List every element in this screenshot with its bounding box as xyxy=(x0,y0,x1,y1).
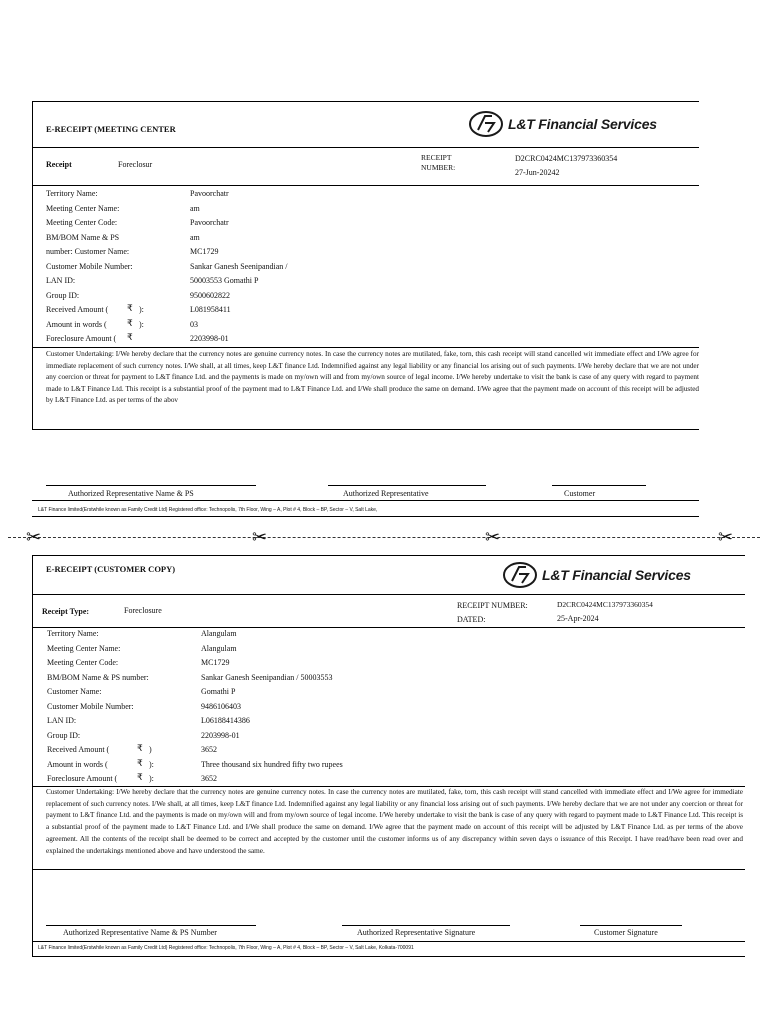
field-label-suffix: ): xyxy=(149,759,154,769)
field-value: Sankar Ganesh Seenipandian / xyxy=(190,261,288,271)
lt-logo-icon xyxy=(502,561,538,589)
scissors-icon: ✂ xyxy=(485,527,501,547)
field-label xyxy=(46,291,79,300)
divider xyxy=(32,594,745,595)
signature-line xyxy=(328,485,486,486)
scissors-icon: ✂ xyxy=(26,527,42,547)
divider xyxy=(32,956,745,957)
sig-rep-name-label: Authorized Representative Name & PS Number xyxy=(63,928,217,937)
field-value: MC1729 xyxy=(190,247,219,256)
field-label-text: Received Amount ( xyxy=(46,305,109,314)
sig-rep-label: Authorized Representative xyxy=(343,489,429,498)
field-value: 2203998-01 xyxy=(201,730,240,740)
field-value: 9500602822 xyxy=(190,290,230,300)
field-label-text: Foreclosure Amount ( xyxy=(46,334,117,343)
field-value: Gomathi P xyxy=(201,687,236,696)
divider xyxy=(32,147,699,148)
field-value: Three thousand six hundred fifty two rupees xyxy=(201,759,343,769)
rupee-icon: ₹ xyxy=(127,304,133,314)
footer-address: L&T Finance limited(Erstwhile known as Family Credit Ltd) Registered office: Technopolis, 7th Floor, Wing – A, Plot # 4, Block – BP, Sector – V, Salt Lake, xyxy=(38,507,378,513)
field-value: Pavoorchatr xyxy=(190,218,229,227)
field-value: am xyxy=(190,232,200,242)
divider xyxy=(32,429,699,430)
divider xyxy=(32,500,699,501)
sig-customer-label: Customer Signature xyxy=(594,928,658,937)
field-label-text: Meeting Center Name: xyxy=(47,643,121,653)
divider xyxy=(32,185,699,186)
field-label-text: Received Amount ( xyxy=(47,745,110,754)
brand-name: L&T Financial Services xyxy=(508,116,657,132)
field-value: Sankar Ganesh Seenipandian / 50003553 xyxy=(201,672,333,682)
field-label-text: Territory Name: xyxy=(46,189,98,198)
field-label-text: LAN ID: xyxy=(46,276,76,285)
receipt2-left-border xyxy=(32,555,33,957)
field-value: 3652 xyxy=(201,745,217,754)
field-label xyxy=(46,262,133,271)
field-value: 50003553 Gomathi P xyxy=(190,276,259,285)
sig-rep-name-label: Authorized Representative Name & PS xyxy=(68,489,194,498)
field-label xyxy=(46,233,119,242)
field-label xyxy=(47,658,118,667)
field-label-text: Customer Mobile Number: xyxy=(47,701,134,711)
field-label xyxy=(46,276,75,285)
divider xyxy=(32,627,745,628)
receipt-date-value: 27-Jun-20242 xyxy=(515,168,560,177)
rupee-icon: ₹ xyxy=(137,744,143,754)
field-label xyxy=(47,702,134,711)
field-label-suffix: ): xyxy=(139,319,144,329)
field-label-text: Customer Name: xyxy=(47,687,102,696)
field-label xyxy=(47,760,108,769)
field-label xyxy=(47,745,109,754)
field-label xyxy=(46,204,119,213)
rupee-icon: ₹ xyxy=(127,318,133,329)
field-value: Pavoorchatr xyxy=(190,189,229,198)
divider xyxy=(32,347,699,348)
scissors-icon: ✂ xyxy=(718,527,734,547)
field-label-suffix: ): xyxy=(149,774,154,783)
divider xyxy=(32,869,745,870)
footer-address: L&T Finance limited(Erstwhile known as Family Credit Ltd) Registered office: Technopolis, 7th Floor, Wing – A, Plot # 4, Block – BP, Sector – V, Salt Lake, Kolkata-700091 xyxy=(38,945,414,951)
field-label xyxy=(46,218,117,227)
sig-customer-label: Customer xyxy=(564,489,596,498)
field-value: L06188414386 xyxy=(201,716,250,725)
field-label-text: Amount in words ( xyxy=(46,319,107,329)
field-label xyxy=(47,629,99,638)
field-label-text: Territory Name: xyxy=(47,629,99,638)
field-label xyxy=(46,320,107,329)
receipt2-logo xyxy=(502,561,691,589)
field-label-text: Meeting Center Name: xyxy=(46,203,120,213)
field-value: Alangulam xyxy=(201,643,237,653)
field-label xyxy=(47,673,149,682)
field-label xyxy=(47,644,120,653)
divider xyxy=(32,516,699,517)
receipt-type-label: Receipt Type: xyxy=(42,607,90,616)
receipt-type-value: Foreclosur xyxy=(118,160,153,169)
field-label-text: Amount in words ( xyxy=(47,759,108,769)
signature-line xyxy=(46,925,256,926)
dashed-cut-line xyxy=(8,537,760,538)
field-value: Alangulam xyxy=(201,629,237,638)
field-label xyxy=(47,687,101,696)
field-label-text: Meeting Center Code: xyxy=(47,658,119,667)
field-label xyxy=(47,716,76,725)
receipt1-logo xyxy=(468,110,657,138)
lt-logo-icon xyxy=(468,110,504,138)
field-value: 03 xyxy=(190,319,198,329)
signature-line xyxy=(580,925,682,926)
receipt-number-label: RECEIPT xyxy=(421,153,452,162)
field-label-suffix: ) xyxy=(149,745,152,754)
field-value: am xyxy=(190,203,200,213)
field-value: 3652 xyxy=(201,774,217,783)
receipt1-left-border xyxy=(32,101,33,429)
field-label-text: BM/BOM Name & PS xyxy=(46,232,120,242)
field-label xyxy=(46,305,108,314)
field-label xyxy=(47,731,80,740)
field-label xyxy=(47,774,117,783)
rupee-icon: ₹ xyxy=(137,773,143,783)
field-value: 2203998-01 xyxy=(190,334,229,343)
signature-line xyxy=(46,485,256,486)
field-label-text: number: Customer Name: xyxy=(46,247,130,256)
receipt1-top-border xyxy=(32,101,699,102)
field-label xyxy=(46,334,116,343)
field-value: L081958411 xyxy=(190,305,231,314)
receipt2-top-border xyxy=(32,555,745,556)
scissors-icon: ✂ xyxy=(252,527,268,547)
field-label-suffix: ): xyxy=(139,305,144,314)
signature-line xyxy=(552,485,646,486)
customer-undertaking: Customer Undertaking: I/We hereby declare that the currency notes are genuine currency notes. In case the currency notes are mutilated, fake, torn, this cash receipt will stand cancelled wit immediate effect and I/We agree for immediate replacement of such currency notes. I/We shall, at all times, keep L&T finance Ltd. Indemnified against any legal liability or any financial los arising out of such payments. I/We hereby declare that we are not under any coercion or threat for payment to L&T finance Ltd. and the payments is made on my/own will and from my/own source of legal income. I/We hereby undertake to visit the bank is case of any query with regard to payment made to L&T Finance Ltd. This receipt is a substantial proof of the payment mad to L&T Finance Ltd. and I/We shall produce the same on demand. I/We agree that the payment made on account of this receipt will be adjusted by L&T Finance Ltd. as per terms of the abov xyxy=(46,350,699,405)
signature-line xyxy=(342,925,510,926)
field-label xyxy=(46,189,98,198)
receipt-number-value: D2CRC0424MC137973360354 xyxy=(515,154,618,163)
divider xyxy=(32,941,745,942)
field-label-text: Customer Mobile Number: xyxy=(46,261,133,271)
sig-rep-label: Authorized Representative Signature xyxy=(357,928,476,937)
receipt-number-label-2: NUMBER: xyxy=(421,163,456,172)
rupee-icon: ₹ xyxy=(127,333,133,343)
field-label-text: Group ID: xyxy=(47,730,81,740)
field-label-text: LAN ID: xyxy=(47,716,77,725)
receipt-date-value: 25-Apr-2024 xyxy=(557,614,599,623)
field-label-text: BM/BOM Name & PS number: xyxy=(47,672,149,682)
field-label-text: Meeting Center Code: xyxy=(46,218,118,227)
receipt-number-value: D2CRC0424MC137973360354 xyxy=(557,600,653,609)
field-value: 9486106403 xyxy=(201,701,241,711)
receipt-dated-label: DATED: xyxy=(457,615,486,624)
field-label-text: Foreclosure Amount ( xyxy=(47,774,118,783)
field-value: MC1729 xyxy=(201,658,230,667)
receipt-type-label: Receipt xyxy=(46,160,72,169)
rupee-icon: ₹ xyxy=(137,758,143,769)
receipt-number-label: RECEIPT NUMBER: xyxy=(457,601,528,610)
field-label xyxy=(46,247,129,256)
brand-name: L&T Financial Services xyxy=(542,567,691,583)
field-label-text: Group ID: xyxy=(46,290,80,300)
receipt2-title: E-RECEIPT (CUSTOMER COPY) xyxy=(46,564,176,574)
receipt-type-value: Foreclosure xyxy=(124,606,162,615)
customer-undertaking: Customer Undertaking: I/We hereby declare that the currency notes are genuine currency notes. In case the currency notes are mutilated, fake, torn, this cash receipt will stand cancelled with immediate effect and I/We agree for immediate replacement of such currency notes. I/We shall, at all times, keep L&T finance Ltd. Indemnified against any legal liability or any financial loss arising out of such payments. I/We hereby declare that we are not under any coercion or threat for payment to L&T finance Ltd. and the payments is made on my/own will and from my/own source of legal income. I/We hereby undertake to visit the bank is case of any query with regard to payment made to L&T Finance Ltd. This receipt is a substantial proof of the payment made to L&T Finance Ltd. and I/We shall produce the same on demand. I/We agree that the payment made on account of this receipt will be adjusted by L&T Finance Ltd. as per terms of the above agreement. All the contents of the receipt shall be deemed to be correct and accepted by the customer until the customer informs us of any discrepancy within seven days o issuance of this Receipt. I have read/have been read over and explained the undertakings mentioned above and have understood the same. xyxy=(46,788,743,855)
receipt1-title: E-RECEIPT (MEETING CENTER xyxy=(46,124,176,134)
